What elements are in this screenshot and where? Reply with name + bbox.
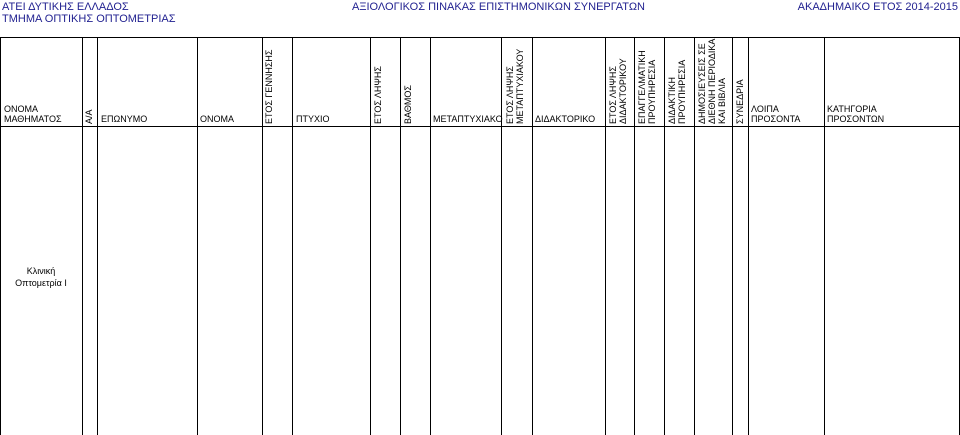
document-title: ΑΞΙΟΛΟΓΙΚΟΣ ΠΙΝΑΚΑΣ ΕΠΙΣΤΗΜΟΝΙΚΩΝ ΣΥΝΕΡΓΑΤΩΝ xyxy=(352,1,645,13)
col-phd: ΔΙΔΑΚΤΟΡΙΚΟ xyxy=(535,114,596,124)
col-publications: ΔΗΜΟΣΙΕΥΣΕΙΣ ΣΕ ΔΙΕΘΝΗ ΠΕΡΙΟΔΙΚΑ ΚΑΙ ΒΙΒΛΙΑ xyxy=(697,38,727,124)
department-name: ΤΜΗΜΑ ΟΠΤΙΚΗΣ ΟΠΤΟΜΕΤΡΙΑΣ xyxy=(2,13,176,25)
table-top-border xyxy=(0,37,960,38)
col-masters: ΜΕΤΑΠΤΥΧΙΑΚΟ xyxy=(433,114,503,124)
column-divider xyxy=(197,37,198,435)
column-divider xyxy=(262,37,263,435)
col-professional-experience: ΕΠΑΓΓΕΛΜΑΤΙΚΗ ΠΡΟΥΠΗΡΕΣΙΑ xyxy=(637,50,657,124)
col-aa: Α/Α xyxy=(84,109,94,124)
column-divider xyxy=(605,37,606,435)
column-divider xyxy=(532,37,533,435)
col-course-name: ΟΝΟΜΑ ΜΑΘΗΜΑΤΟΣ xyxy=(4,104,62,124)
column-divider xyxy=(430,37,431,435)
col-phd-year: ΕΤΟΣ ΛΗΨΗΣ ΔΙΔΑΚΤΟΡΙΚΟΥ xyxy=(608,58,628,124)
column-divider xyxy=(292,37,293,435)
column-divider xyxy=(634,37,635,435)
column-divider xyxy=(82,37,83,435)
col-qualification-category: ΚΑΤΗΓΟΡΙΑ ΠΡΟΣΟΝΤΩΝ xyxy=(827,104,885,124)
column-divider xyxy=(370,37,371,435)
course-name-cell: Κλινική Οπτομετρία Ι xyxy=(15,266,67,288)
col-name: ΟΝΟΜΑ xyxy=(200,114,235,124)
col-teaching-experience: ΔΙΔΑΚΤΙΚΗ ΠΡΟΥΠΗΡΕΣΙΑ xyxy=(667,59,687,124)
column-divider xyxy=(400,37,401,435)
column-divider xyxy=(732,37,733,435)
col-other-qualifications: ΛΟΙΠΑ ΠΡΟΣΟΝΤΑ xyxy=(751,104,801,124)
column-divider xyxy=(694,37,695,435)
institution-name: ΑΤΕΙ ΔΥΤΙΚΗΣ ΕΛΛΑΔΟΣ xyxy=(2,1,129,13)
col-masters-year: ΕΤΟΣ ΛΗΨΗΣ ΜΕΤΑΠΤΥΧΙΑΚΟΥ xyxy=(505,48,525,124)
col-conferences: ΣΥΝΕΔΡΙΑ xyxy=(735,79,745,124)
col-year-obtained: ΕΤΟΣ ΛΗΨΗΣ xyxy=(373,66,383,124)
column-divider xyxy=(97,37,98,435)
column-divider xyxy=(748,37,749,435)
column-divider xyxy=(0,37,1,435)
col-birth-year: ΕΤΟΣ ΓΕΝΝΗΣΗΣ xyxy=(264,49,274,124)
col-surname: ΕΠΩΝΥΜΟ xyxy=(101,114,148,124)
col-degree: ΠΤΥΧΙΟ xyxy=(296,114,330,124)
column-divider xyxy=(664,37,665,435)
col-grade: ΒΑΘΜΟΣ xyxy=(403,85,413,124)
column-divider xyxy=(824,37,825,435)
academic-year: ΑΚΑΔΗΜΑΙΚΟ ΕΤΟΣ 2014-2015 xyxy=(797,1,958,13)
header-row-border xyxy=(0,126,960,127)
column-divider xyxy=(501,37,502,435)
